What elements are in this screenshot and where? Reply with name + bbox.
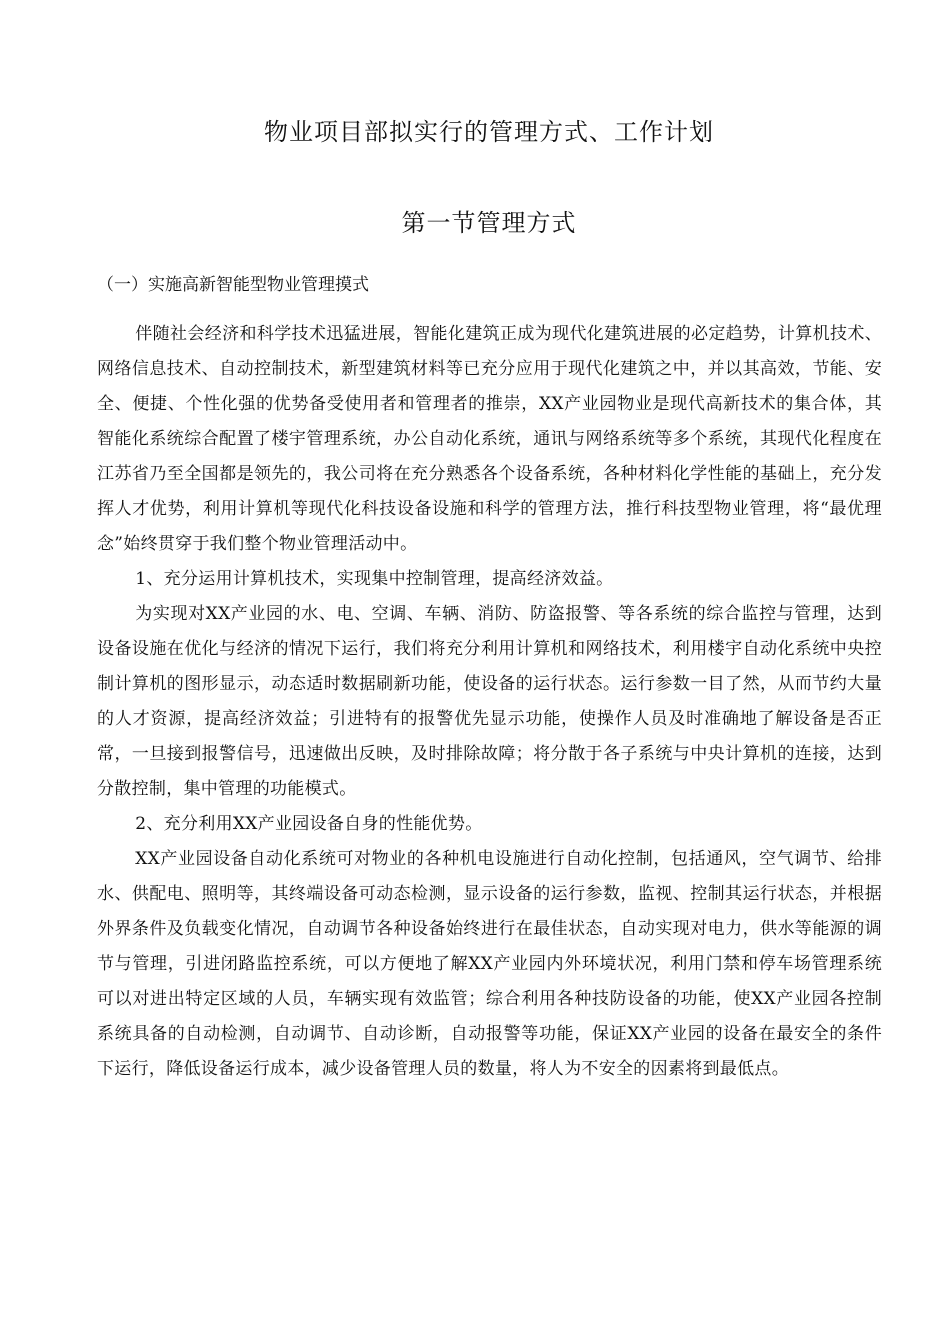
- paragraph-intro: 伴随社会经济和科学技术迅猛进展，智能化建筑正成为现代化建筑进展的必定趋势，计算机技术、网络信息技术、自动控制技术，新型建筑材料等已充分应用于现代化建筑之中，并以其高效，节能、安全、便捷、个性化强的优势备受使用者和管理者的推崇，XX产业园物业是现代高新技术的集合体，其智能化系统综合配置了楼宇管理系统，办公自动化系统，通讯与网络系统等多个系统，其现代化程度在江苏省乃至全国都是领先的，我公司将在充分熟悉各个设备系统，各种材料化学性能的基础上，充分发挥人才优势，利用计算机等现代化科技设备设施和科学的管理方法，推行科技型物业管理，将“最优理念”始终贯穿于我们整个物业管理活动中。: [97, 324, 882, 554]
- section-title: 第一节管理方式: [401, 209, 577, 237]
- paragraph-item-1-heading: 1、充分运用计算机技术，实现集中控制管理，提高经济效益。: [135, 569, 614, 589]
- document-title: 物业项目部拟实行的管理方式、工作计划: [264, 118, 714, 146]
- paragraph-item-1-body: 为实现对XX产业园的水、电、空调、车辆、消防、防盗报警、等各系统的综合监控与管理，达到设备设施在优化与经济的情况下运行，我们将充分利用计算机和网络技术，利用楼宇自动化系统中央控制计算机的图形显示，动态适时数据刷新功能，使设备的运行状态。运行参数一目了然，从而节约大量的人才资源，提高经济效益；引进特有的报警优先显示功能，使操作人员及时准确地了解设备是否正常，一旦接到报警信号，迅速做出反映，及时排除故障；将分散于各子系统与中央计算机的连接，达到分散控制，集中管理的功能模式。: [97, 604, 882, 799]
- paragraph-item-2-body: XX产业园设备自动化系统可对物业的各种机电设施进行自动化控制，包括通风，空气调节、给排水、供配电、照明等，其终端设备可动态检测，显示设备的运行参数，监视、控制其运行状态，并根据外界条件及负载变化情况，自动调节各种设备始终进行在最佳状态，自动实现对电力，供水等能源的调节与管理，引进闭路监控系统，可以方便地了解XX产业园内外环境状况，利用门禁和停车场管理系统可以对进出特定区域的人员，车辆实现有效监管；综合利用各种技防设备的功能，使XX产业园各控制系统具备的自动检测，自动调节、自动诊断，自动报警等功能，保证XX产业园的设备在最安全的条件下运行，降低设备运行成本，减少设备管理人员的数量，将人为不安全的因素将到最低点。: [97, 849, 882, 1079]
- subheading: （一）实施高新智能型物业管理摸式: [97, 275, 369, 295]
- document-body: [97, 317, 882, 1087]
- paragraph-item-2-heading: 2、充分利用XX产业园设备自身的性能优势。: [135, 814, 483, 834]
